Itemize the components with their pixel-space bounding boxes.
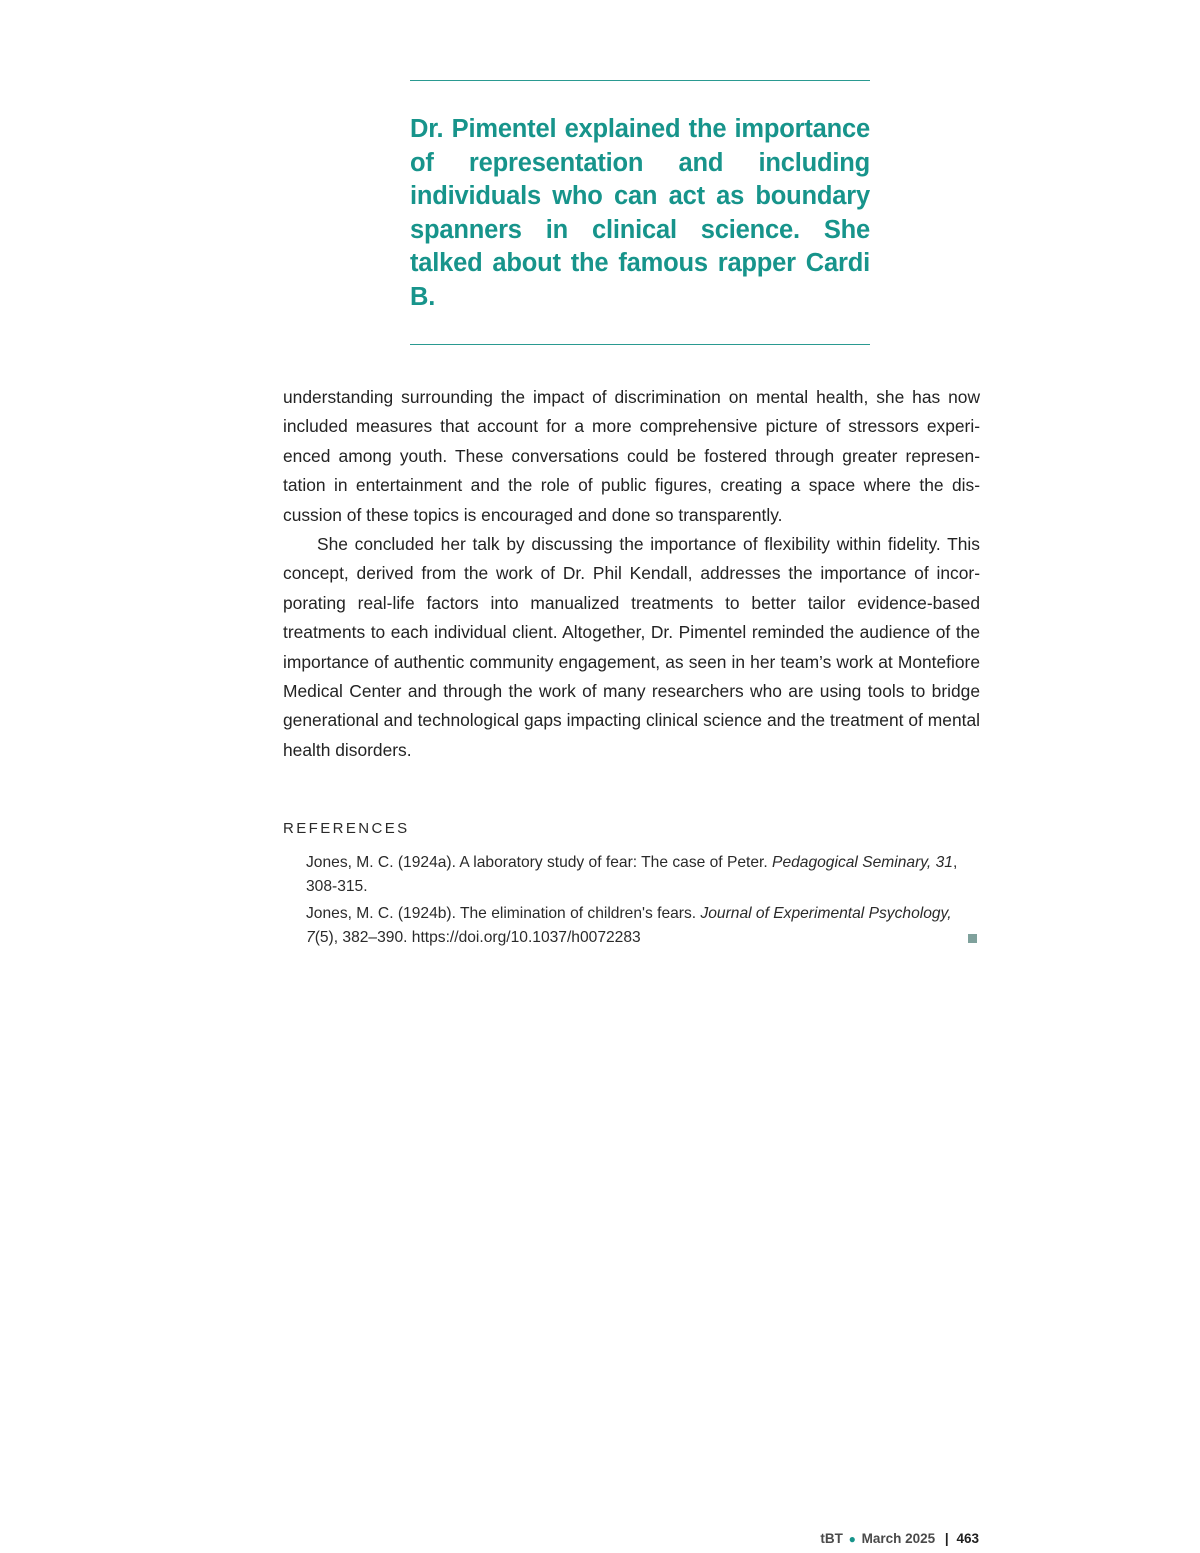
pull-quote (410, 80, 870, 345)
references-heading: REFERENCES (283, 820, 410, 837)
end-of-article-square-icon (968, 934, 977, 943)
reference-item (306, 902, 966, 949)
footer-issue: March 2025 (861, 1531, 936, 1546)
reference-tail: (5), 382–390. https://doi.org/10.1037/h0072283 (314, 928, 641, 946)
footer-dot-icon: ● (848, 1532, 856, 1546)
reference-lead: Jones, M. C. (1924a). A laboratory study of fear: The case of Peter. (306, 854, 773, 871)
body-paragraph-1: understanding surrounding the impact of discrimination on mental health, she has now included measures that account for a more comprehensive picture of stressors experienced among youth. These conversations could be fostered through greater representation in entertainment and the role of public figures, creating a space where the discussion of these topics is encouraged and done so transparently. (283, 387, 980, 525)
reference-journal: Pedagogical Seminary, 31 (772, 854, 953, 871)
body-paragraph-2: She concluded her talk by discussing the importance of flexibility within fidelity. This concept, derived from the work of Dr. Phil Kendall, addresses the importance of incorporating real-life factors into manualized treatments to better tailor evidence-based treatments to each individual client. Altogether, Dr. Pimentel reminded the audience of the importance of authentic community engagement, as seen in her team’s work at Montefiore Medical Center and through the work of many researchers who are using tools to bridge generational and technological gaps impacting clinical science and the treatment of mental health disorders. (283, 534, 980, 760)
reference-lead: Jones, M. C. (1924b). The elimination of children's fears. (306, 905, 701, 922)
pull-quote-text: Dr. Pimentel explained the importance of representation and including individuals who can act as boundary spanners in clinical science. She talked about the famous rapper Cardi B. (410, 115, 870, 311)
footer-separator: | (944, 1531, 949, 1546)
article-body (283, 383, 980, 765)
reference-tail: , 308-315. (306, 854, 958, 895)
reference-journal: Journal of Experimental Psychology, 7 (306, 905, 952, 946)
pull-quote-top-rule (410, 80, 870, 81)
page-footer (820, 1531, 979, 1546)
references-list (306, 851, 966, 953)
pull-quote-bottom-rule (410, 344, 870, 345)
page-number: 463 (956, 1531, 979, 1546)
footer-journal: tBT (820, 1531, 843, 1546)
reference-item (306, 851, 966, 898)
